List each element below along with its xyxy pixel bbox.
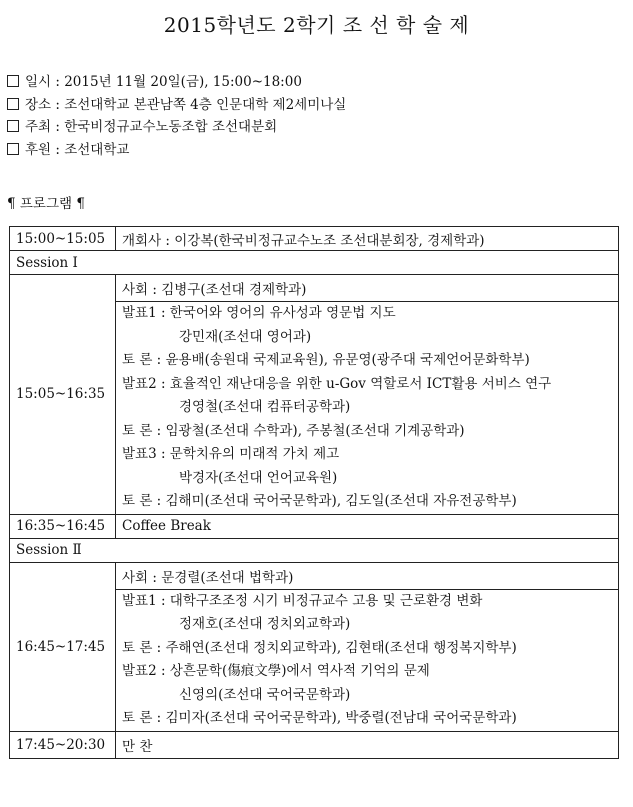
info-date (7, 71, 346, 94)
dinner-text: 만 찬 (116, 731, 619, 758)
coffee-time: 16:35~16:45 (10, 514, 116, 538)
session1-line: 경영철(조선대 컴퓨터공학과) (179, 399, 351, 415)
event-info (7, 71, 346, 161)
session1-line: 발표2 : 효율적인 재난대응을 위한 u-Gov 역할로서 ICT활용 서비스 연구 (122, 375, 552, 392)
session2-chair: 사회 : 문경렬(조선대 법학과) (116, 562, 619, 589)
program-heading: ¶ 프로그램 ¶ (7, 196, 85, 212)
session1-talks (116, 302, 619, 515)
table-row-dinner (10, 731, 619, 758)
session1-line: 토 론 : 임광철(조선대 수학과), 주봉철(조선대 기계공학과) (122, 422, 465, 439)
checkbox-icon (7, 98, 19, 110)
session1-time: 15:05~16:35 (10, 275, 116, 515)
info-host-text: 주최 : 한국비정규교수노동조합 조선대분회 (25, 119, 278, 135)
table-row-coffee (10, 514, 619, 538)
session2-line: 토 론 : 김미자(조선대 국어국문학과), 박중렬(전남대 국어국문학과) (122, 710, 517, 726)
session1-line: 발표1 : 한국어와 영어의 유사성과 영문법 지도 (122, 305, 396, 321)
session1-line: 토 론 : 윤용배(송원대 국제교육원), 유문영(광주대 국제언어문화학부) (122, 352, 530, 368)
info-venue (7, 94, 346, 117)
checkbox-icon (7, 143, 19, 155)
checkbox-icon (7, 75, 19, 87)
session2-line: 신영의(조선대 국어국문학과) (179, 686, 351, 703)
info-sponsor (7, 139, 346, 162)
table-row-session2-header (10, 538, 619, 562)
session2-time: 16:45~17:45 (10, 562, 116, 731)
program-table (9, 226, 619, 759)
session1-label: Session Ⅰ (10, 251, 619, 275)
table-row-session2-chair (10, 562, 619, 589)
session2-talks (116, 589, 619, 731)
session1-line: 박경자(조선대 언어교육원) (179, 469, 338, 486)
session2-line: 발표1 : 대학구조조정 시기 비정규교수 고용 및 근로환경 변화 (122, 592, 483, 609)
session2-line: 발표2 : 상흔문학(傷痕文學)에서 역사적 기억의 문제 (122, 663, 430, 679)
info-sponsor-text: 후원 : 조선대학교 (25, 141, 130, 158)
coffee-text: Coffee Break (116, 514, 619, 538)
dinner-time: 17:45~20:30 (10, 731, 116, 758)
session1-line: 발표3 : 문학치유의 미래적 가치 제고 (122, 446, 340, 462)
session1-chair: 사회 : 김병구(조선대 경제학과) (116, 275, 619, 302)
session2-line: 정재호(조선대 정치외교학과) (179, 616, 351, 632)
info-host (7, 116, 346, 139)
document-title: 2015학년도 2학기 조 선 학 술 제 (163, 13, 470, 37)
session1-line: 강민재(조선대 영어과) (179, 328, 312, 345)
checkbox-icon (7, 120, 19, 132)
info-date-text: 일시 : 2015년 11월 20일(금), 15:00~18:00 (25, 74, 302, 90)
session2-line: 토 론 : 주해연(조선대 정치외교학과), 김현태(조선대 행정복지학부) (122, 639, 517, 656)
session1-line: 토 론 : 김해미(조선대 국어국문학과), 김도일(조선대 자유전공학부) (122, 493, 517, 509)
session2-label: Session Ⅱ (10, 538, 619, 562)
opening-text: 개회사 : 이강복(한국비정규교수노조 조선대분회장, 경제학과) (116, 227, 619, 251)
info-venue-text: 장소 : 조선대학교 본관남쪽 4층 인문대학 제2세미나실 (25, 96, 347, 113)
table-row-opening (10, 227, 619, 251)
table-row-session1-chair (10, 275, 619, 302)
opening-time: 15:00~15:05 (10, 227, 116, 251)
table-row-session1-header (10, 251, 619, 275)
